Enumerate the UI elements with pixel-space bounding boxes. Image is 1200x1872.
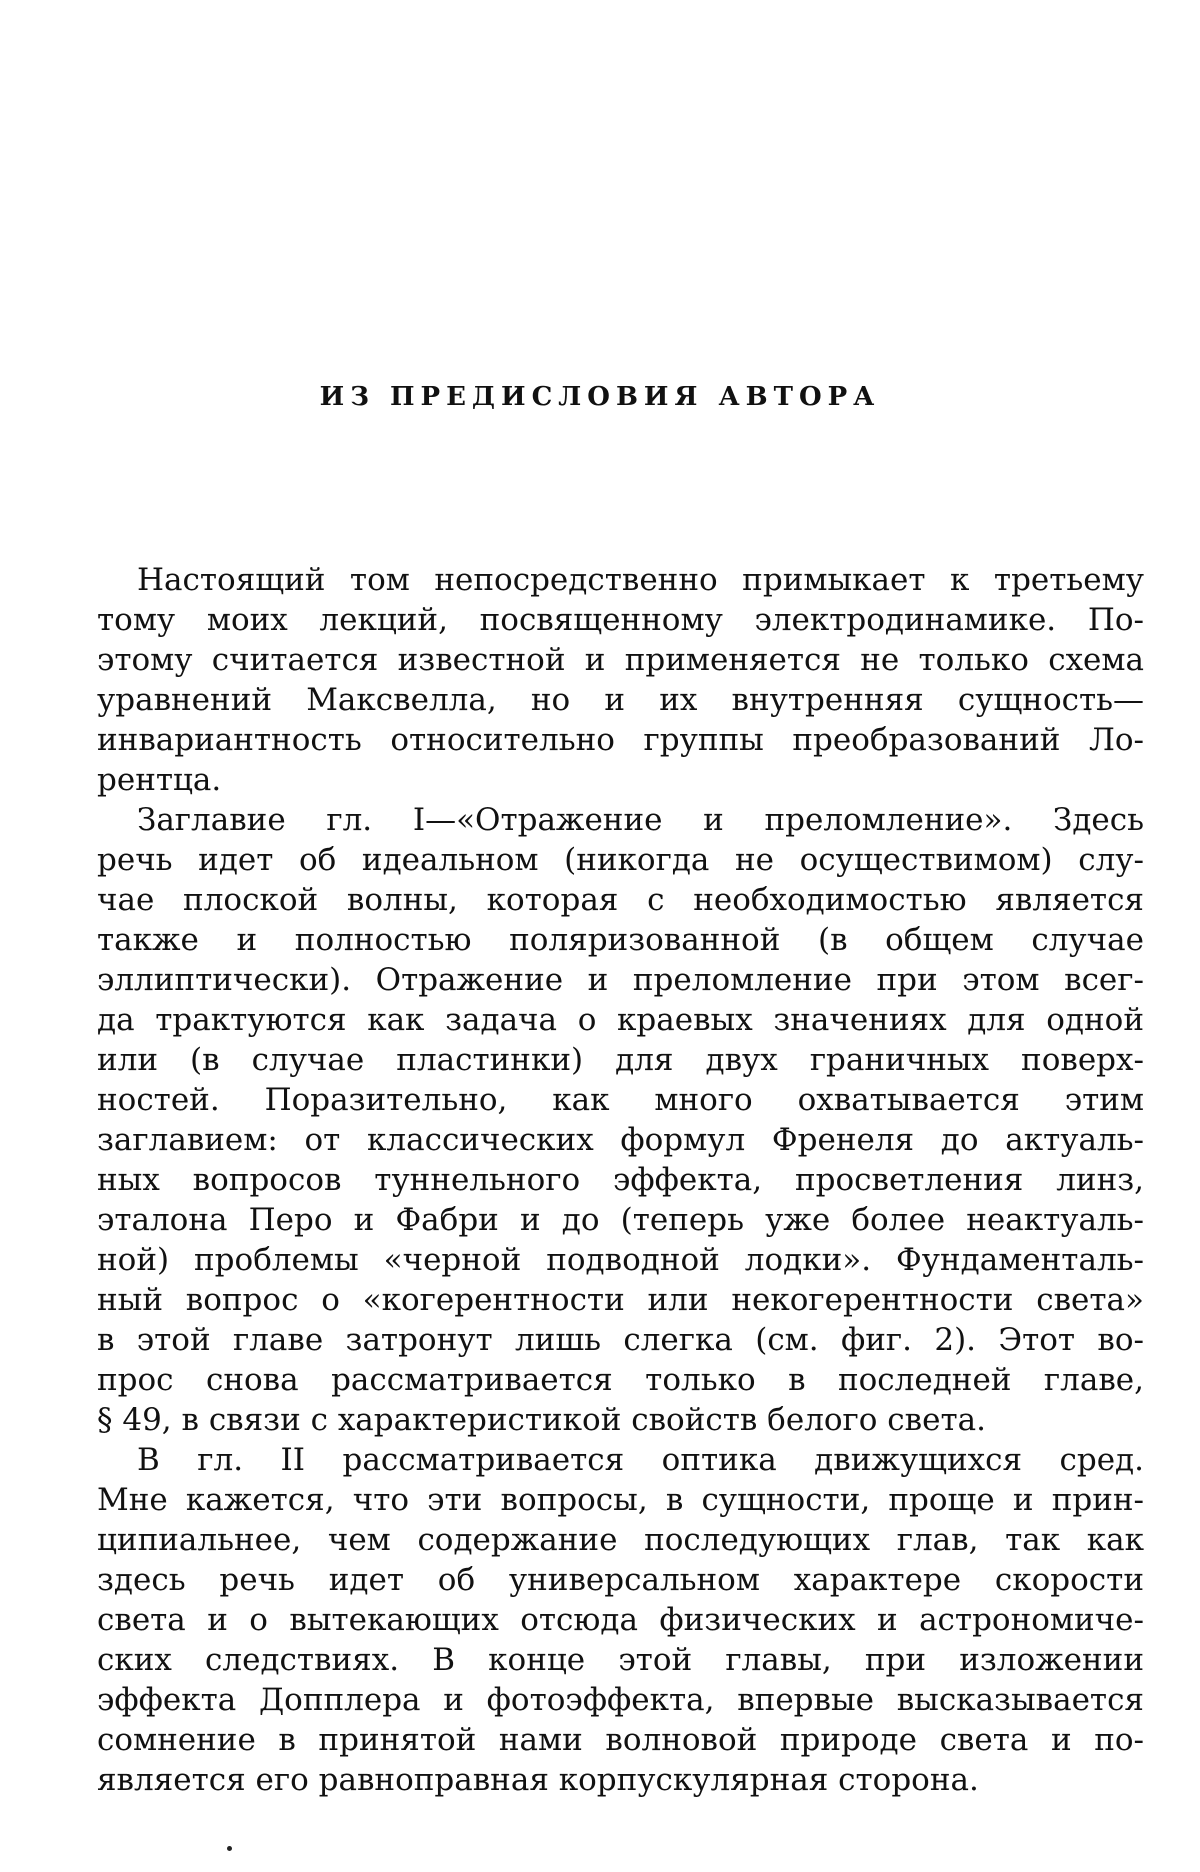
text-line: В гл. II рассматривается оптика движущихся сред.	[137, 1442, 1144, 1478]
text-line: является его равноправная корпускулярная сторона.	[97, 1762, 979, 1798]
text-line: Настоящий том непосредственно примыкает к третьему	[137, 562, 1144, 598]
text-line: уравнений Максвелла, но и их внутренняя сущность—	[97, 682, 1144, 718]
print-mark	[227, 1846, 232, 1851]
text-line: также и полностью поляризованной (в общем случае	[97, 922, 1144, 958]
text-line: прос снова рассматривается только в последней главе,	[97, 1362, 1144, 1398]
text-line: ских следствиях. В конце этой главы, при изложении	[97, 1642, 1144, 1678]
text-line: ный вопрос о «когерентности или некогерентности света»	[97, 1282, 1144, 1318]
text-line: заглавием: от классических формул Френеля до актуаль-	[97, 1122, 1144, 1158]
text-line: эффекта Допплера и фотоэффекта, впервые высказывается	[97, 1682, 1144, 1718]
text-line: сомнение в принятой нами волновой природе света и по-	[97, 1722, 1144, 1758]
text-line: здесь речь идет об универсальном характере скорости	[97, 1562, 1144, 1598]
text-line: этому считается известной и применяется не только схема	[97, 642, 1144, 678]
text-line: ностей. Поразительно, как много охватывается этим	[97, 1082, 1144, 1118]
text-line: чае плоской волны, которая с необходимостью является	[97, 882, 1144, 918]
text-line: ципиальнее, чем содержание последующих глав, так как	[97, 1522, 1144, 1558]
text-line: ной) проблемы «черной подводной лодки». Фундаменталь-	[97, 1242, 1144, 1278]
preface-body	[97, 560, 1144, 1800]
text-line: или (в случае пластинки) для двух граничных поверх-	[97, 1042, 1144, 1078]
text-line: эллиптически). Отражение и преломление при этом всег-	[97, 962, 1144, 998]
text-line: рентца.	[97, 762, 222, 798]
section-title: ИЗ ПРЕДИСЛОВИЯ АВТОРА	[319, 382, 881, 412]
text-line: в этой главе затронут лишь слегка (см. фиг. 2). Этот во-	[97, 1322, 1144, 1358]
text-line: Мне кажется, что эти вопросы, в сущности, проще и прин-	[97, 1482, 1144, 1518]
text-line: ных вопросов туннельного эффекта, просветления линз,	[97, 1162, 1144, 1198]
text-line: Заглавие гл. I—«Отражение и преломление». Здесь	[137, 802, 1144, 838]
text-line: света и о вытекающих отсюда физических и астрономиче-	[97, 1602, 1144, 1638]
text-line: инвариантность относительно группы преобразований Ло-	[97, 722, 1144, 758]
text-line: речь идет об идеальном (никогда не осуществимом) слу-	[97, 842, 1144, 878]
text-line: да трактуются как задача о краевых значениях для одной	[97, 1002, 1144, 1038]
text-line: тому моих лекций, посвященному электродинамике. По-	[97, 602, 1144, 638]
text-line: эталона Перо и Фабри и до (теперь уже более неактуаль-	[97, 1202, 1144, 1238]
text-line: § 49, в связи с характеристикой свойств белого света.	[97, 1402, 986, 1438]
